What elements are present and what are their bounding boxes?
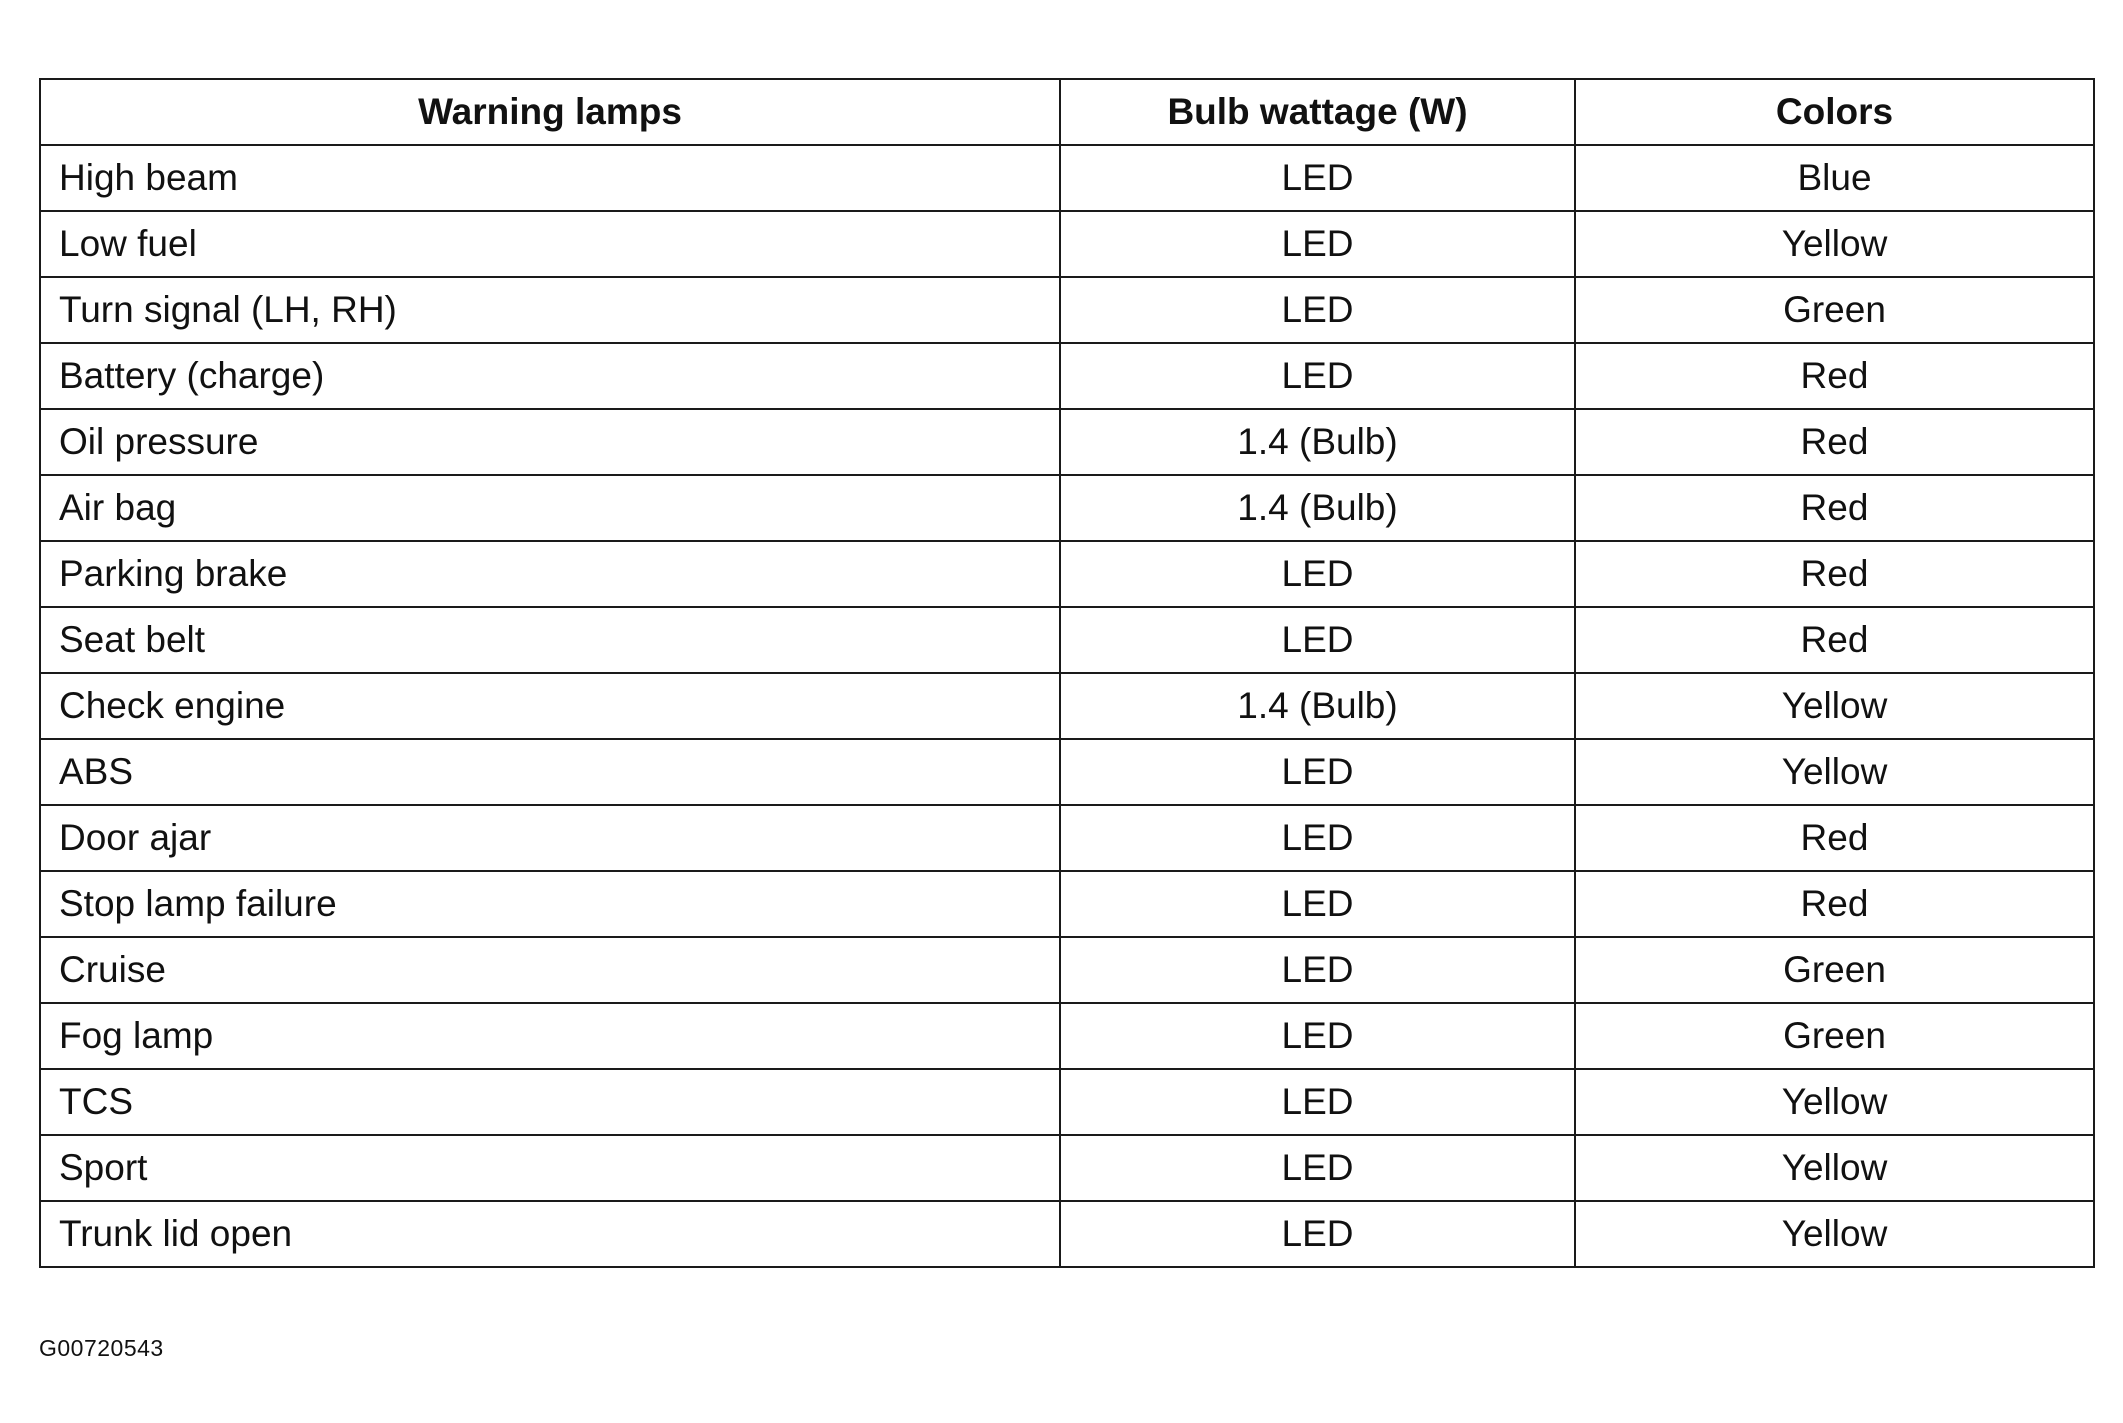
cell-color: Green xyxy=(1575,1003,2094,1069)
cell-color: Red xyxy=(1575,607,2094,673)
cell-warning-lamp: Oil pressure xyxy=(40,409,1060,475)
table-row xyxy=(40,145,2094,211)
cell-warning-lamp: Fog lamp xyxy=(40,1003,1060,1069)
cell-bulb-wattage: LED xyxy=(1060,541,1575,607)
table-row xyxy=(40,673,2094,739)
cell-warning-lamp: Turn signal (LH, RH) xyxy=(40,277,1060,343)
cell-bulb-wattage: LED xyxy=(1060,1069,1575,1135)
cell-warning-lamp: Door ajar xyxy=(40,805,1060,871)
cell-warning-lamp: TCS xyxy=(40,1069,1060,1135)
cell-bulb-wattage: 1.4 (Bulb) xyxy=(1060,409,1575,475)
table-row xyxy=(40,1003,2094,1069)
cell-bulb-wattage: LED xyxy=(1060,211,1575,277)
cell-bulb-wattage: LED xyxy=(1060,145,1575,211)
table-body xyxy=(40,145,2094,1267)
table-header-row xyxy=(40,79,2094,145)
table-row xyxy=(40,211,2094,277)
table-row xyxy=(40,1201,2094,1267)
cell-color: Yellow xyxy=(1575,1135,2094,1201)
cell-color: Green xyxy=(1575,937,2094,1003)
cell-color: Yellow xyxy=(1575,673,2094,739)
table-row xyxy=(40,937,2094,1003)
header-warning-lamps: Warning lamps xyxy=(40,79,1060,145)
figure-code: G00720543 xyxy=(39,1335,164,1361)
cell-bulb-wattage: LED xyxy=(1060,871,1575,937)
cell-bulb-wattage: LED xyxy=(1060,1135,1575,1201)
table-row xyxy=(40,1135,2094,1201)
cell-bulb-wattage: LED xyxy=(1060,739,1575,805)
cell-warning-lamp: Trunk lid open xyxy=(40,1201,1060,1267)
cell-bulb-wattage: LED xyxy=(1060,937,1575,1003)
table-row xyxy=(40,805,2094,871)
cell-bulb-wattage: LED xyxy=(1060,607,1575,673)
header-bulb-wattage: Bulb wattage (W) xyxy=(1060,79,1575,145)
table-row xyxy=(40,871,2094,937)
warning-lamps-table xyxy=(39,78,2095,1268)
warning-lamps-table-container xyxy=(39,78,2093,1268)
cell-bulb-wattage: LED xyxy=(1060,343,1575,409)
cell-warning-lamp: Battery (charge) xyxy=(40,343,1060,409)
cell-warning-lamp: Low fuel xyxy=(40,211,1060,277)
cell-bulb-wattage: LED xyxy=(1060,805,1575,871)
table-row xyxy=(40,739,2094,805)
cell-color: Red xyxy=(1575,805,2094,871)
header-colors: Colors xyxy=(1575,79,2094,145)
cell-color: Red xyxy=(1575,475,2094,541)
table-row xyxy=(40,343,2094,409)
cell-color: Yellow xyxy=(1575,1069,2094,1135)
cell-warning-lamp: Check engine xyxy=(40,673,1060,739)
table-row xyxy=(40,277,2094,343)
cell-color: Blue xyxy=(1575,145,2094,211)
cell-bulb-wattage: LED xyxy=(1060,1003,1575,1069)
cell-color: Red xyxy=(1575,541,2094,607)
cell-warning-lamp: Stop lamp failure xyxy=(40,871,1060,937)
table-row xyxy=(40,1069,2094,1135)
cell-color: Yellow xyxy=(1575,739,2094,805)
cell-bulb-wattage: LED xyxy=(1060,1201,1575,1267)
table-row xyxy=(40,541,2094,607)
cell-warning-lamp: Air bag xyxy=(40,475,1060,541)
cell-color: Red xyxy=(1575,871,2094,937)
cell-warning-lamp: Cruise xyxy=(40,937,1060,1003)
cell-bulb-wattage: LED xyxy=(1060,277,1575,343)
cell-bulb-wattage: 1.4 (Bulb) xyxy=(1060,475,1575,541)
table-row xyxy=(40,607,2094,673)
cell-color: Green xyxy=(1575,277,2094,343)
table-row xyxy=(40,475,2094,541)
cell-warning-lamp: Seat belt xyxy=(40,607,1060,673)
cell-warning-lamp: High beam xyxy=(40,145,1060,211)
cell-warning-lamp: Parking brake xyxy=(40,541,1060,607)
cell-color: Red xyxy=(1575,343,2094,409)
table-row xyxy=(40,409,2094,475)
cell-warning-lamp: ABS xyxy=(40,739,1060,805)
cell-bulb-wattage: 1.4 (Bulb) xyxy=(1060,673,1575,739)
cell-color: Yellow xyxy=(1575,211,2094,277)
cell-warning-lamp: Sport xyxy=(40,1135,1060,1201)
cell-color: Yellow xyxy=(1575,1201,2094,1267)
cell-color: Red xyxy=(1575,409,2094,475)
